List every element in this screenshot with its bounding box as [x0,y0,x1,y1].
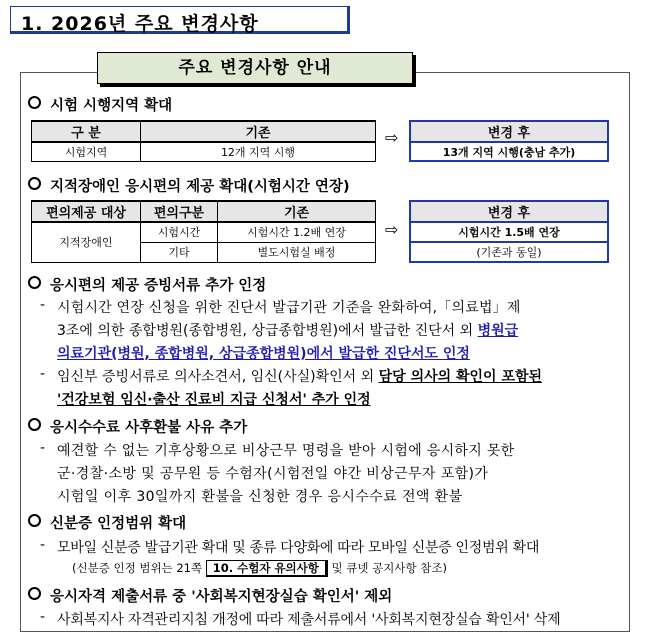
s1-before-table [31,120,376,162]
dash-bullet: - [40,537,46,553]
dash-bullet: - [40,366,46,382]
table-cell: 별도시험실 배정 [218,242,376,262]
table-cell: (기존과 동일) [410,242,608,262]
s4-line-1: 예견할 수 없는 기후상황으로 비상근무 명령을 받아 시험에 응시하지 못한 [57,443,515,459]
section-3-title: 응시편의 제공 증빙서류 추가 인정 [28,274,266,295]
circle-bullet-icon [28,276,41,289]
s2-after-table [409,200,609,263]
dash-bullet: - [40,440,46,456]
circle-bullet-icon [28,514,41,527]
right-arrow-icon: ⇨ [385,220,399,239]
section-5-title: 신분증 인정범위 확대 [28,512,186,533]
table-cell: 시험지역 [32,142,141,161]
circle-bullet-icon [28,96,41,109]
s4-line-2: 군·경찰·소방 및 공무원 등 수험자(시험전일 야간 비상근무자 포함)가 [57,466,489,482]
s5-note: (신분증 인정 범위는 21쪽 10. 수험자 유의사항 및 큐넷 공지사항 참조) [72,561,447,575]
col-header: 편의구분 [141,201,218,222]
dash-bullet: - [40,297,46,313]
s3-line-3: 의료기관(병원, 종합병원, 상급종합병원)에서 발급한 진단서도 인정 [57,346,470,362]
s1-after-table [409,120,609,162]
table-cell: 시험시간 [141,222,218,242]
col-header: 구 분 [32,121,141,142]
table-cell: 12개 지역 시행 [141,142,376,161]
section-heading-box [10,6,350,34]
section-1-title: 시험 시행지역 확대 [28,94,172,115]
col-header: 변경 후 [410,201,608,222]
s5-line-1: 모바일 신분증 발급기관 확대 및 종류 다양화에 따라 모바일 신분증 인정범위 확대 [57,540,540,556]
table-cell: 지적장애인 [32,222,141,262]
col-header: 기존 [141,121,376,142]
section-4-title: 응시수수료 사후환불 사유 추가 [28,416,247,437]
s4-line-3: 시험일 이후 30일까지 환불을 신청한 경우 응시수수료 전액 환불 [57,489,463,505]
circle-bullet-icon [28,177,41,190]
table-cell: 13개 지역 시행(충남 추가) [410,142,608,161]
table-cell: 시험시간 1.2배 연장 [218,222,376,242]
s3-line-4: 임신부 증빙서류로 의사소견서, 임신(사실)확인서 외 담당 의사의 확인이 포함된 [57,369,543,385]
table-cell: 기타 [141,242,218,262]
right-arrow-icon: ⇨ [385,128,399,147]
circle-bullet-icon [28,418,41,431]
section-2-title: 지적장애인 응시편의 제공 확대(시험시간 연장) [28,175,350,196]
col-header: 변경 후 [410,121,608,142]
s2-before-table [31,200,376,263]
section-heading: 1. 2026년 주요 변경사항 [21,13,259,35]
s6-line-1: 사회복지사 자격관리지침 개정에 따라 제출서류에서 '사회복지현장실습 확인서' 삭제 [57,612,561,628]
s3-line-2: 3조에 의한 종합병원(종합병원, 상급종합병원)에서 발급한 진단서 외 병원급 [57,323,519,339]
col-header: 편의제공 대상 [32,201,141,222]
banner-title: 주요 변경사항 안내 [97,52,413,84]
reference-box: 10. 수험자 유의사항 [206,560,328,577]
col-header: 기존 [218,201,376,222]
s3-line-1: 시험시간 연장 신청을 위한 진단서 발급기관 기준을 완화하여,「의료법」제 [57,300,521,316]
section-6-title: 응시자격 제출서류 중 '사회복지현장실습 확인서' 제외 [28,585,392,606]
circle-bullet-icon [28,587,41,600]
s3-line-5: '건강보험 임신·출산 진료비 지급 신청서' 추가 인정 [57,392,371,408]
dash-bullet: - [40,609,46,625]
table-cell: 시험시간 1.5배 연장 [410,222,608,242]
